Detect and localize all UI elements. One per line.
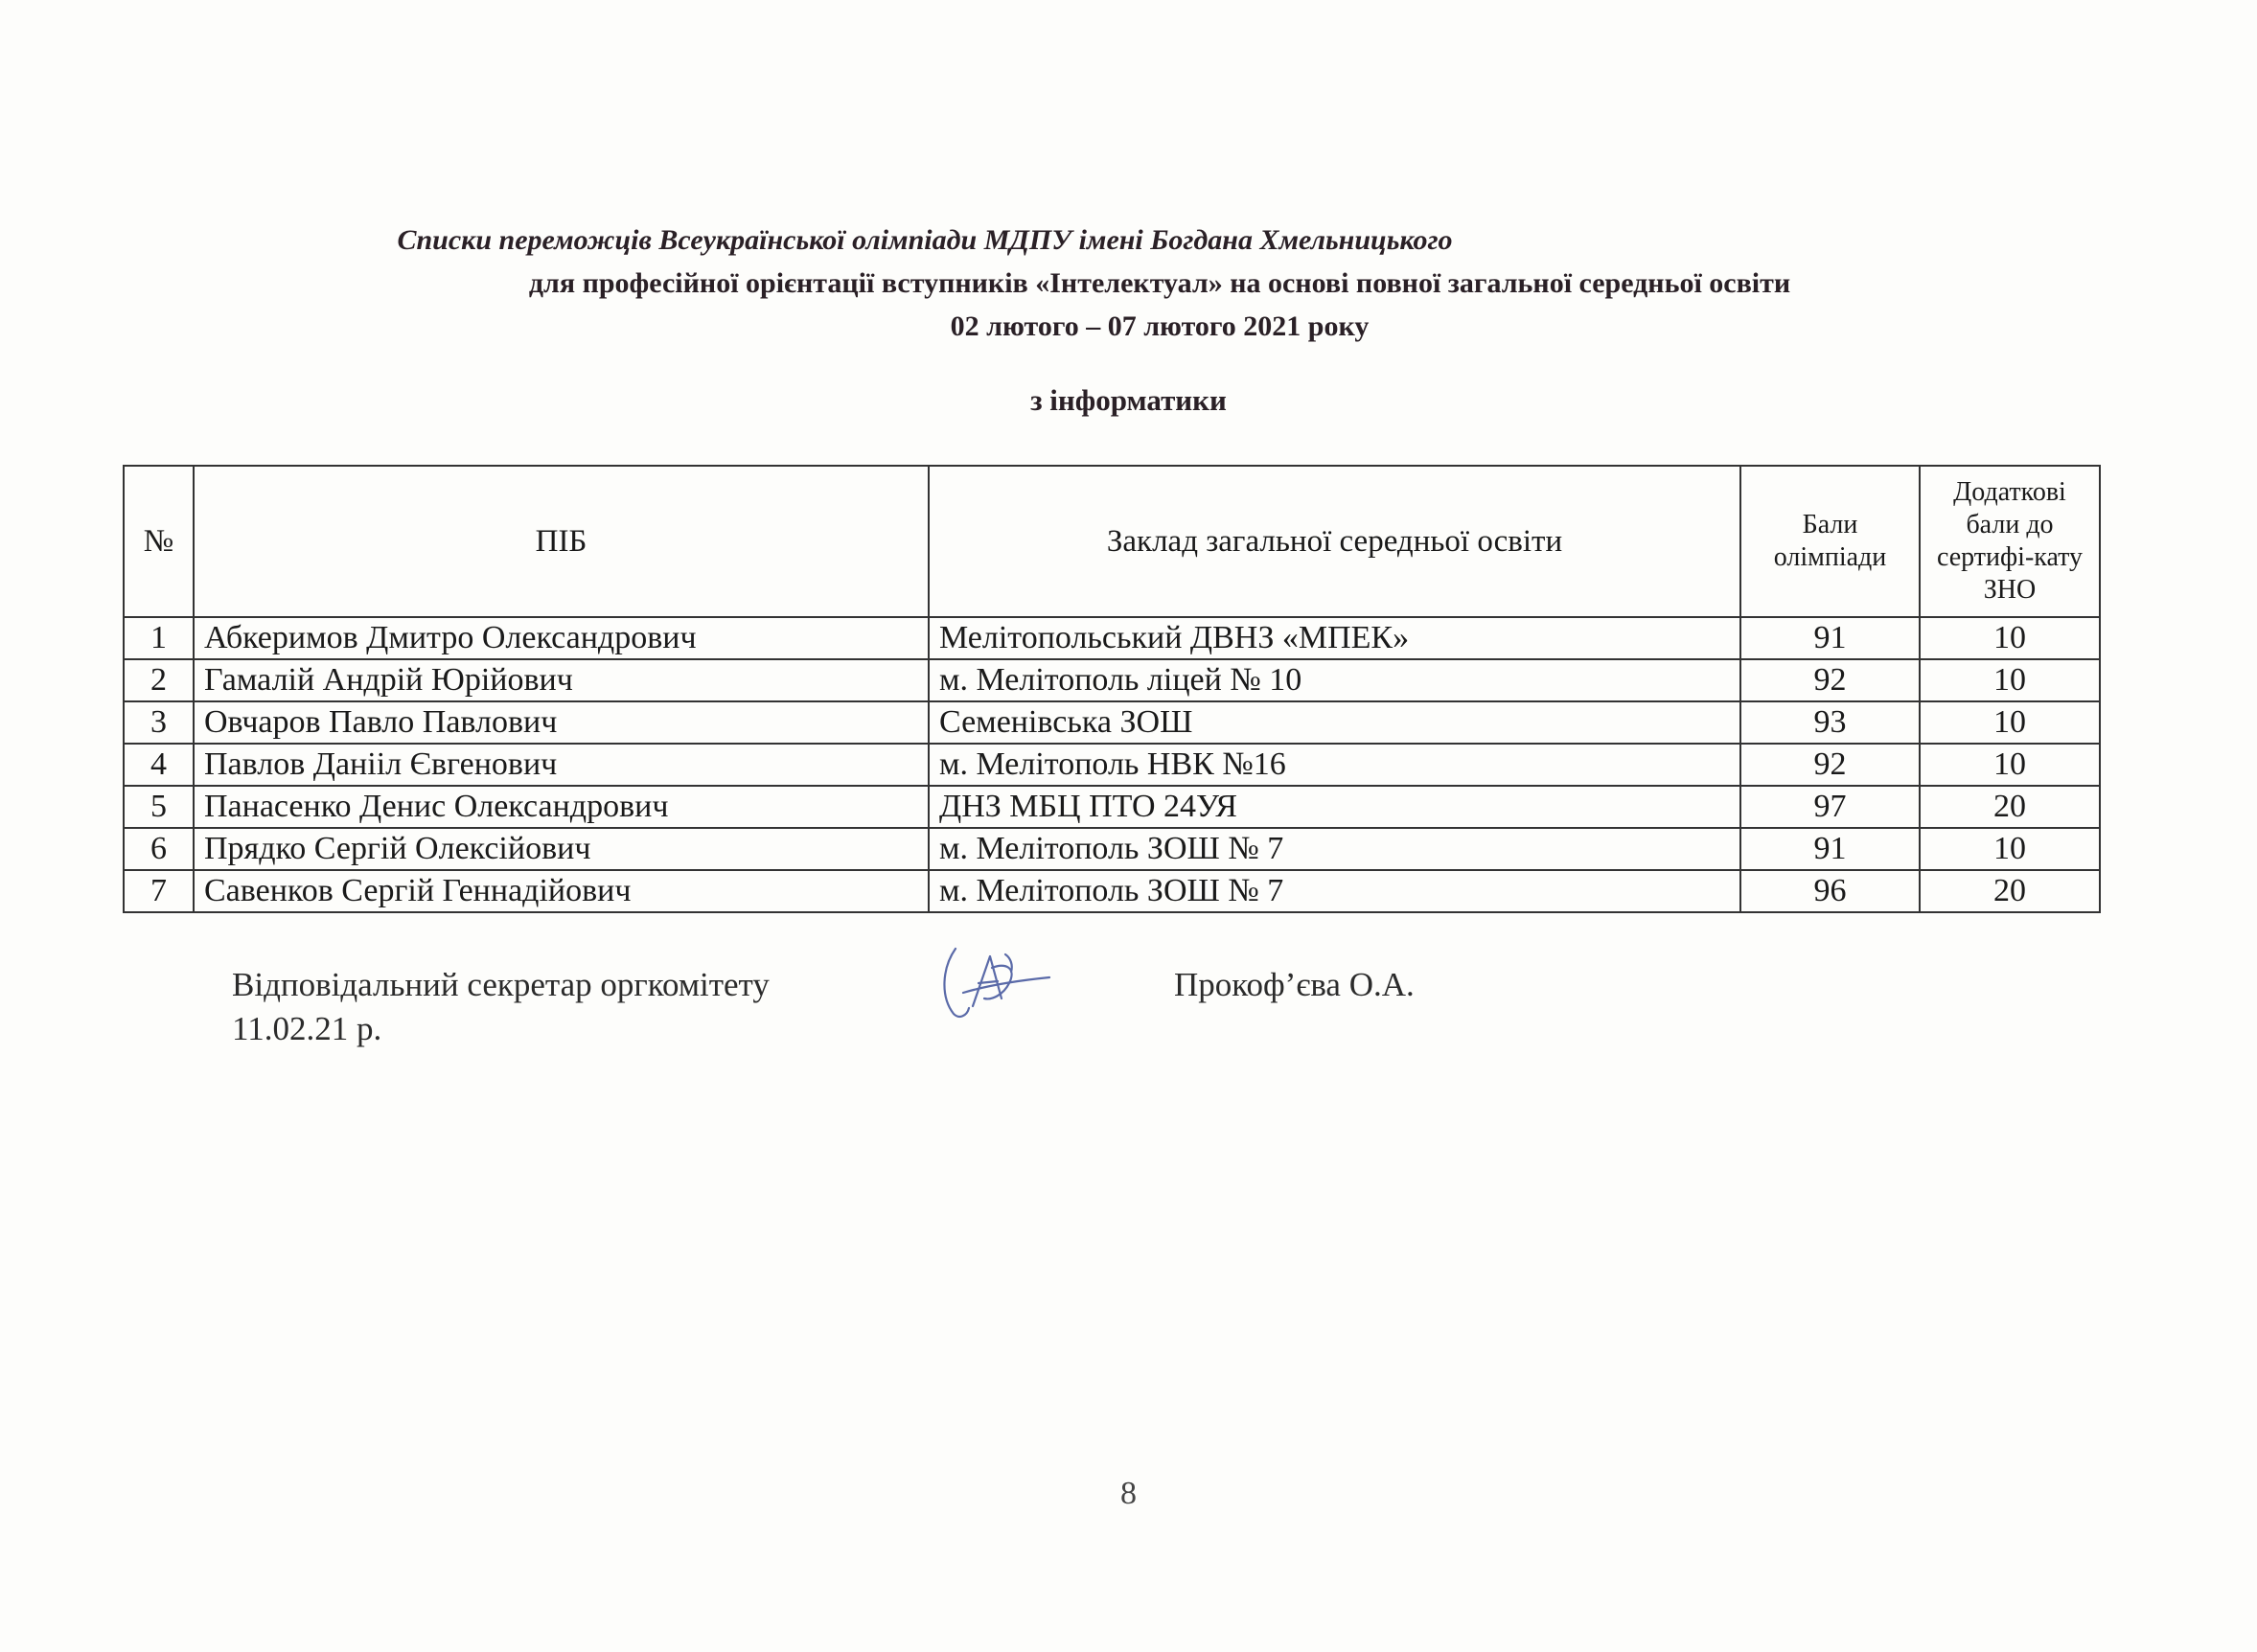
row-score: 92 <box>1740 659 1920 701</box>
table-row <box>124 659 2100 701</box>
row-score: 91 <box>1740 828 1920 870</box>
row-school: Мелітопольський ДВНЗ «МПЕК» <box>929 617 1740 659</box>
column-header-school: Заклад загальної середньої освіти <box>929 466 1740 617</box>
header-title-line2: для професійної орієнтації вступників «Інтелектуал» на основі повної загальної середньої освіти <box>528 267 1791 299</box>
table-row <box>124 701 2100 744</box>
row-school: Семенівська ЗОШ <box>929 701 1740 744</box>
table-row <box>124 870 2100 912</box>
row-bonus: 10 <box>1920 828 2100 870</box>
winners-table <box>123 465 2101 913</box>
page-number: 8 <box>1120 1476 1137 1511</box>
row-school: м. Мелітополь НВК №16 <box>929 744 1740 786</box>
row-name: Савенков Сергій Геннадійович <box>194 870 929 912</box>
row-bonus: 10 <box>1920 617 2100 659</box>
row-name: Павлов Данііл Євгенович <box>194 744 929 786</box>
header-date-range: 02 лютого – 07 лютого 2021 року <box>950 310 1370 342</box>
row-score: 93 <box>1740 701 1920 744</box>
row-score: 97 <box>1740 786 1920 828</box>
row-number: 5 <box>124 786 194 828</box>
row-school: м. Мелітополь ліцей № 10 <box>929 659 1740 701</box>
row-bonus: 10 <box>1920 701 2100 744</box>
row-name: Прядко Сергій Олексійович <box>194 828 929 870</box>
subject-heading: з інформатики <box>1030 383 1227 417</box>
row-school: ДНЗ МБЦ ПТО 24УЯ <box>929 786 1740 828</box>
row-score: 92 <box>1740 744 1920 786</box>
row-number: 2 <box>124 659 194 701</box>
column-header-bonus: Додаткові бали до сертифі-кату ЗНО <box>1920 466 2100 617</box>
row-bonus: 20 <box>1920 786 2100 828</box>
header-title-line1: Списки переможців Всеукраїнської олімпіади МДПУ імені Богдана Хмельницького <box>397 224 1453 256</box>
table-header-row <box>124 466 2100 617</box>
row-name: Гамалій Андрій Юрійович <box>194 659 929 701</box>
row-name: Овчаров Павло Павлович <box>194 701 929 744</box>
row-school: м. Мелітополь ЗОШ № 7 <box>929 870 1740 912</box>
row-score: 91 <box>1740 617 1920 659</box>
row-number: 7 <box>124 870 194 912</box>
row-score: 96 <box>1740 870 1920 912</box>
signatory-role: Відповідальний секретар оргкомітету <box>232 966 770 1003</box>
column-header-name: ПІБ <box>194 466 929 617</box>
row-bonus: 10 <box>1920 659 2100 701</box>
row-number: 1 <box>124 617 194 659</box>
table-row <box>124 828 2100 870</box>
row-number: 6 <box>124 828 194 870</box>
row-number: 3 <box>124 701 194 744</box>
footer-signatory-block <box>232 963 770 1051</box>
signer-name: Прокоф’єва О.А. <box>1174 966 1415 1003</box>
column-header-number: № <box>124 466 194 617</box>
handwritten-signature-icon <box>934 939 1059 1025</box>
table-row <box>124 786 2100 828</box>
column-header-score: Бали олімпіади <box>1740 466 1920 617</box>
table-row <box>124 617 2100 659</box>
signature-date: 11.02.21 р. <box>232 1010 382 1047</box>
row-bonus: 10 <box>1920 744 2100 786</box>
table-row <box>124 744 2100 786</box>
row-name: Абкеримов Дмитро Олександрович <box>194 617 929 659</box>
row-number: 4 <box>124 744 194 786</box>
row-name: Панасенко Денис Олександрович <box>194 786 929 828</box>
row-bonus: 20 <box>1920 870 2100 912</box>
row-school: м. Мелітополь ЗОШ № 7 <box>929 828 1740 870</box>
